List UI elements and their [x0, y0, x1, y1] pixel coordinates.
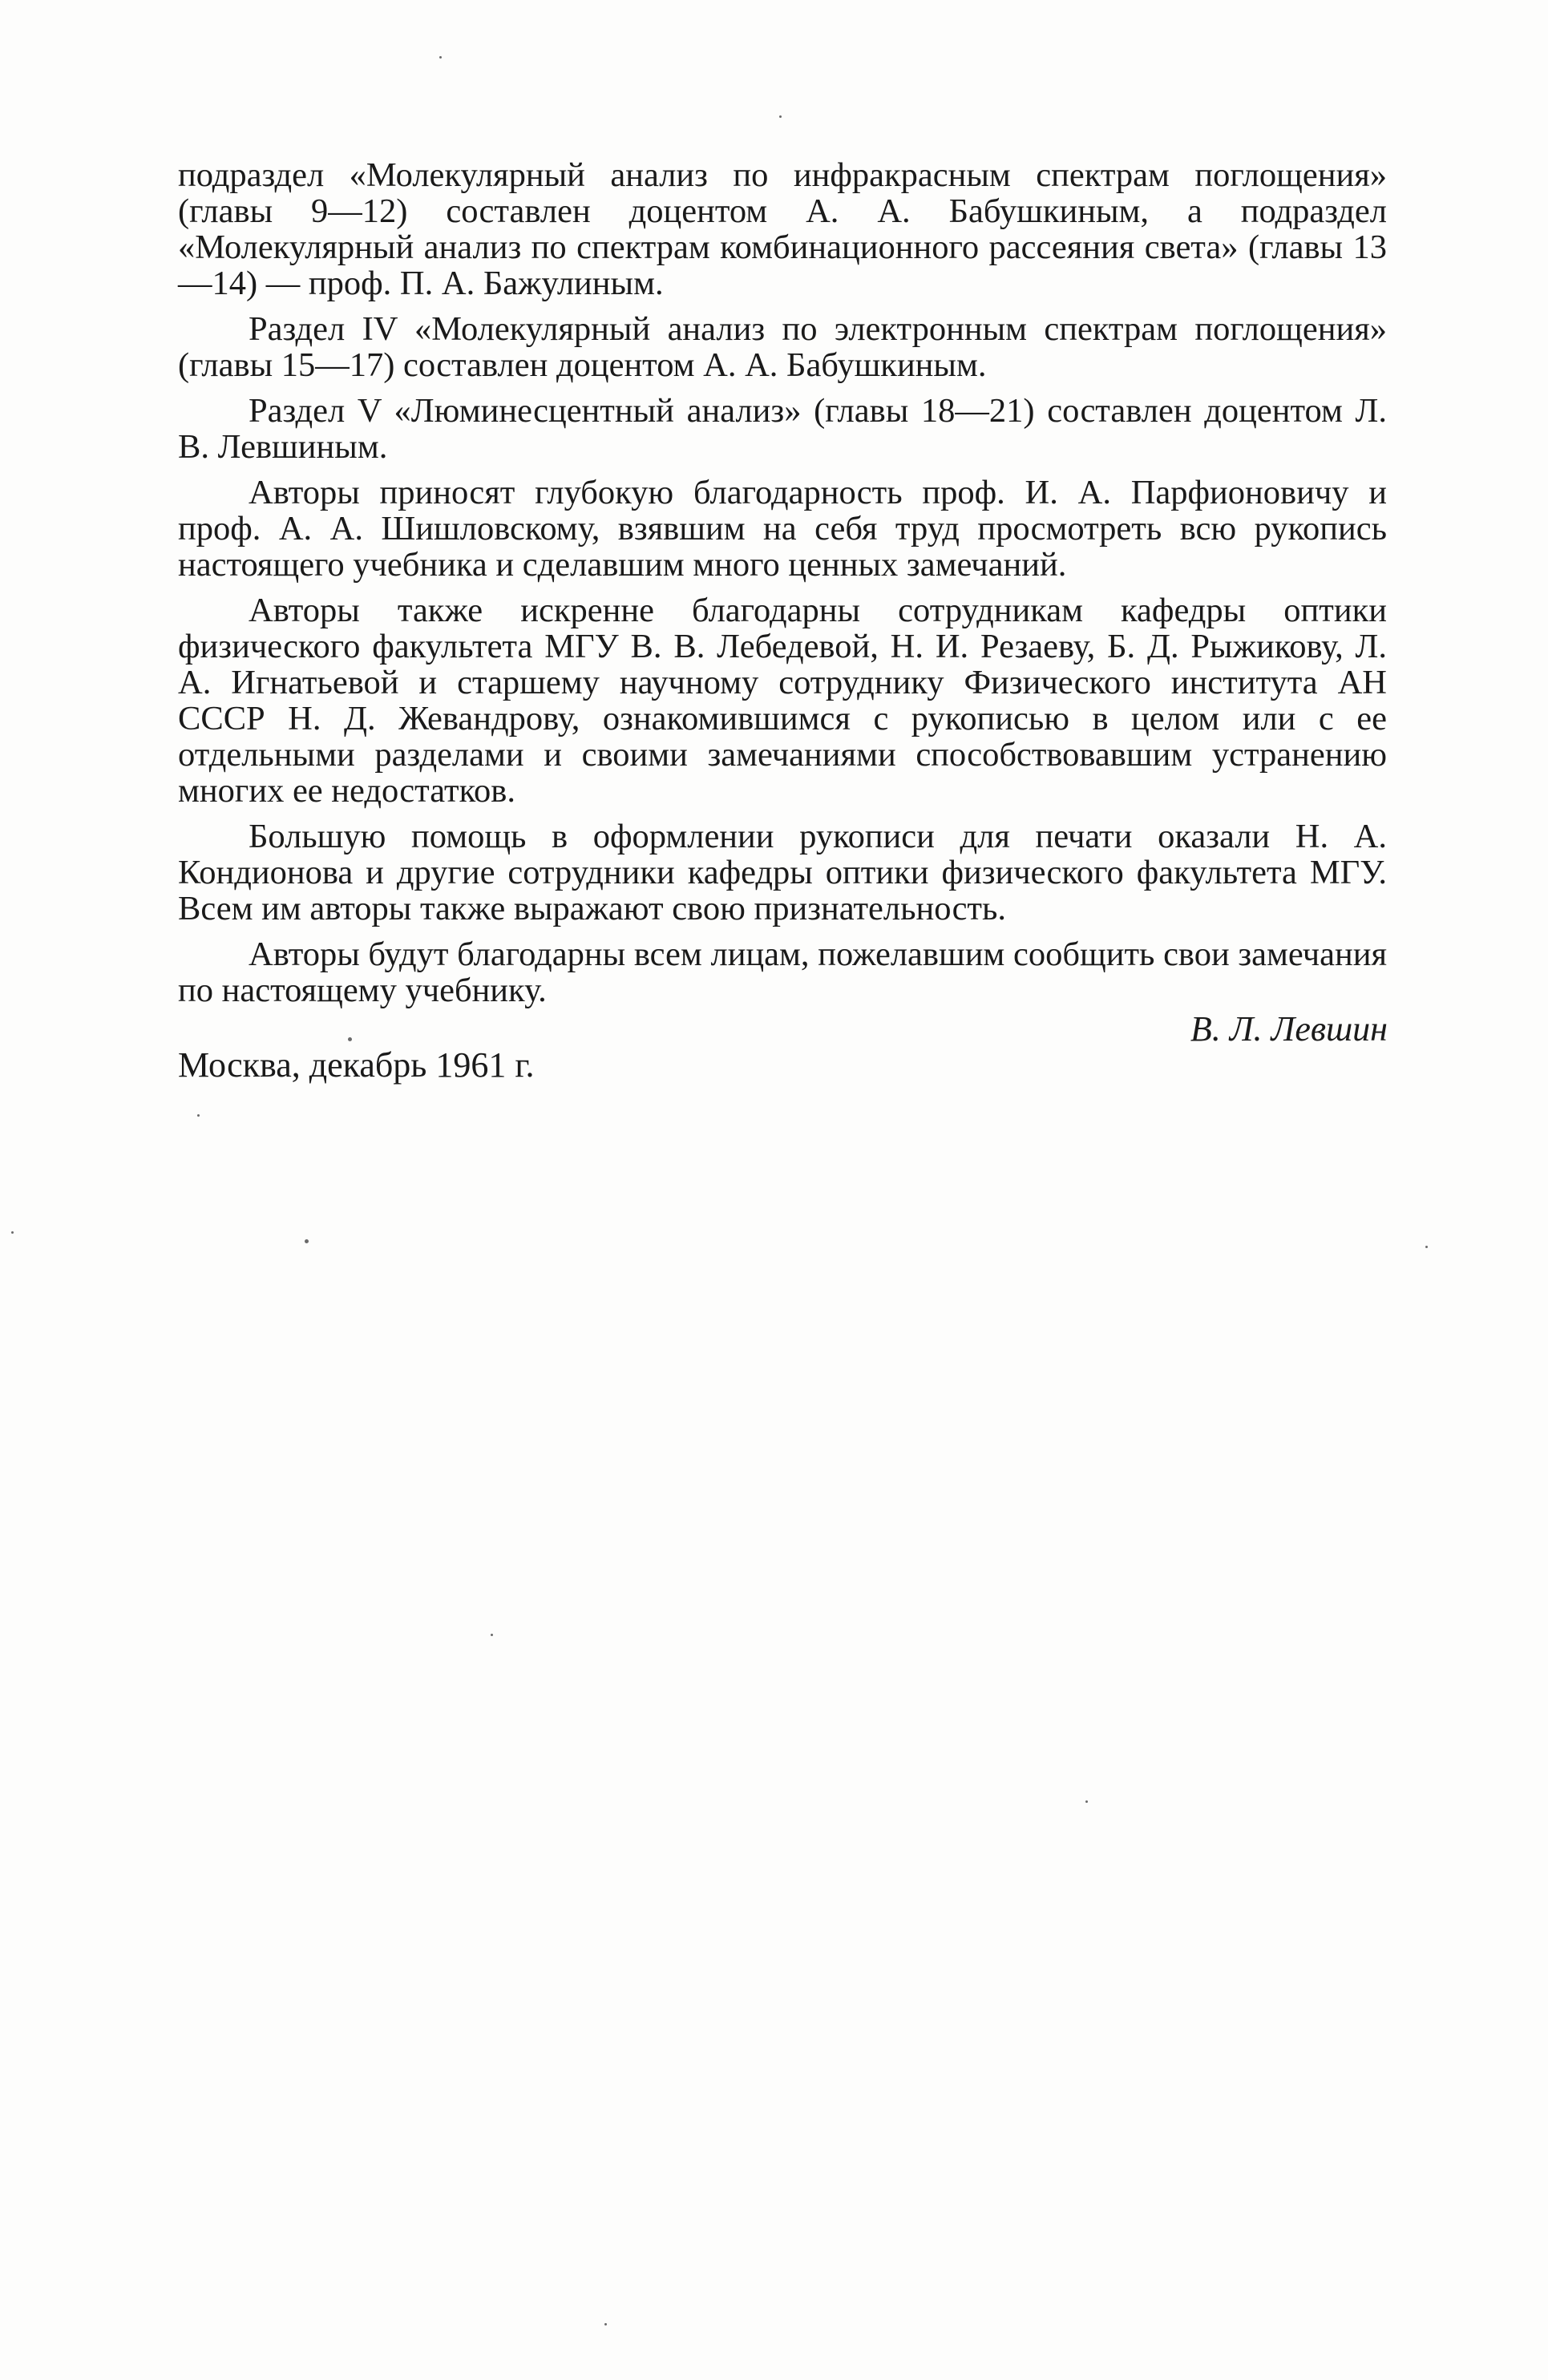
preface-text	[178, 157, 1387, 1018]
scan-speck	[305, 1239, 309, 1243]
scan-speck	[197, 1114, 200, 1117]
author-signature: В. Л. Левшин	[1190, 1009, 1388, 1049]
scan-speck	[348, 1037, 352, 1041]
scan-speck	[11, 1231, 14, 1234]
paragraph-infrared-raman: подраздел «Молекулярный анализ по инфракрасным спектрам поглощения» (главы 9—12) составлен доцентом А. А. Бабушкиным, а подраздел «Молекулярный анализ по спектрам комбинационного рассеяния света» (главы 13—14) — проф. П. А. Бажулиным.	[178, 156, 1387, 302]
scan-speck	[439, 56, 442, 59]
paragraph-section-iv: Раздел IV «Молекулярный анализ по электронным спектрам поглощения» (главы 15—17) составлен доцентом А. А. Бабушкиным.	[178, 310, 1387, 384]
scan-speck	[779, 115, 782, 118]
paragraph-acknowledgement-reviewers: Авторы приносят глубокую благодарность проф. И. А. Парфионовичу и проф. А. А. Шишловскому, взявшим на себя труд просмотреть всю рукопись настоящего учебника и сделавшим много ценных замечаний.	[178, 474, 1387, 584]
scan-speck	[1425, 1246, 1428, 1248]
paragraph-feedback-request: Авторы будут благодарны всем лицам, пожелавшим сообщить свои замечания по настоящему учебнику.	[178, 935, 1387, 1009]
place-and-date: Москва, декабрь 1961 г.	[178, 1045, 535, 1085]
paragraph-acknowledgement-preparation: Большую помощь в оформлении рукописи для печати оказали Н. А. Кондионова и другие сотрудники кафедры оптики физического факультета МГУ. Всем им авторы также выражают свою признательность.	[178, 818, 1387, 927]
paragraph-section-v: Раздел V «Люминесцентный анализ» (главы 18—21) составлен доцентом Л. В. Левшиным.	[178, 392, 1387, 466]
paragraph-acknowledgement-staff: Авторы также искренне благодарны сотрудникам кафедры оптики физического факультета МГУ В. В. Лебедевой, Н. И. Резаеву, Б. Д. Рыжикову, Л. А. Игнатьевой и старшему научному сотруднику Физического института АН СССР Н. Д. Жевандрову, ознакомившимся с рукописью в целом или с ее отдельными разделами и своими замечаниями способствовавшим устранению многих ее недостатков.	[178, 592, 1387, 810]
scan-speck	[1085, 1800, 1088, 1803]
scan-speck	[491, 1634, 493, 1636]
scan-speck	[604, 2323, 607, 2325]
